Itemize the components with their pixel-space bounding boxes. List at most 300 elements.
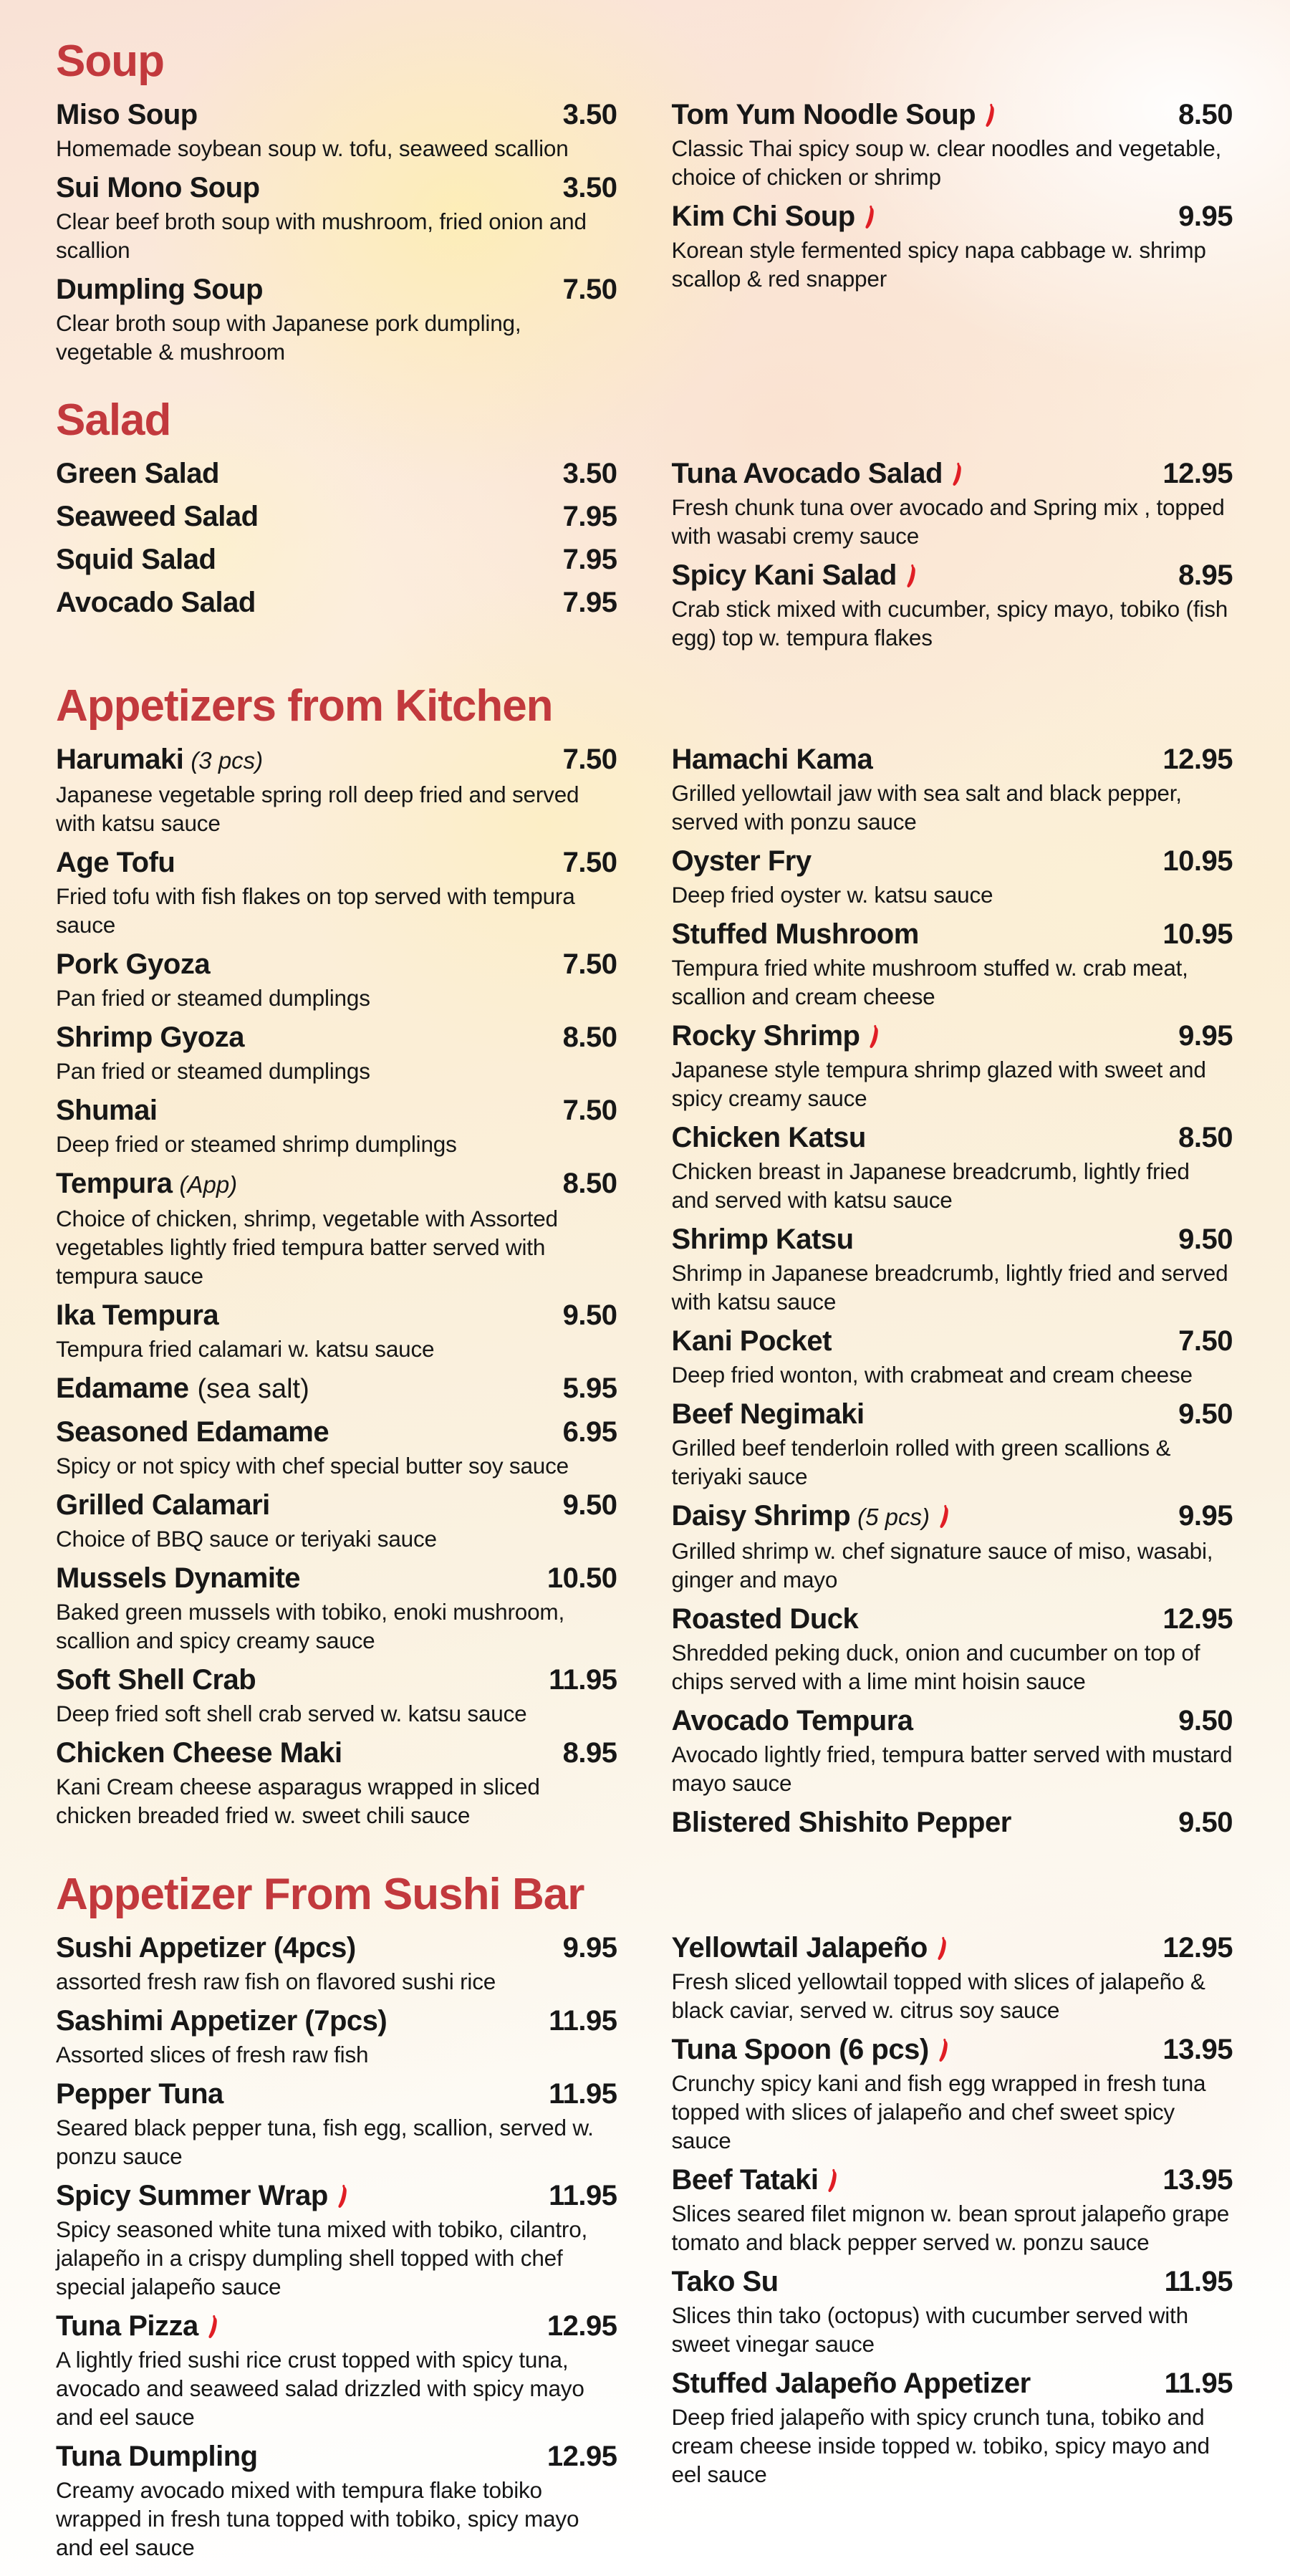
menu-item [56, 1166, 617, 1290]
menu-item-price: 7.50 [562, 744, 617, 775]
menu-item-name: Chicken Katsu [671, 1122, 866, 1153]
menu-item-name: Tuna Spoon (6 pcs) [671, 2034, 929, 2065]
chili-pepper-icon [938, 2037, 951, 2063]
menu-item-row [56, 1487, 617, 1523]
menu-item-name: Sushi Appetizer (4pcs) [56, 1932, 356, 1964]
menu-item-title [672, 557, 919, 593]
menu-item-name: Pork Gyoza [56, 948, 211, 980]
menu-item-description: Spicy seasoned white tuna mixed with tobiko, cilantro, jalapeño in a crispy dumpling shell topped with chef special jalapeño sauce [56, 2216, 588, 2299]
menu-item-name: Hamachi Kama [671, 744, 873, 775]
menu-item-name: Stuffed Mushroom [671, 918, 919, 950]
menu-item-row [672, 2032, 1233, 2067]
menu-item-name: Blistered Shishito Pepper [671, 1807, 1011, 1838]
menu-item-price: 8.50 [562, 1168, 617, 1199]
menu-item-description: Fresh chunk tuna over avocado and Spring mix , topped with wasabi cremy sauce [671, 494, 1225, 549]
section-columns [56, 1930, 1233, 2569]
menu-item [672, 843, 1233, 909]
menu-section [56, 1869, 1233, 2569]
menu-item [56, 456, 617, 491]
menu-item-name: Age Tofu [56, 847, 175, 878]
menu-item-name: Shrimp Katsu [671, 1224, 854, 1255]
menu-item-price: 11.95 [549, 1664, 617, 1696]
menu-item-row [56, 1414, 617, 1450]
menu-item-description: Slices seared filet mignon w. bean sprout jalapeño grape tomato and black pepper served w. ponzu sauce [671, 2201, 1230, 2255]
menu-item-title [56, 2308, 221, 2344]
menu-item-title [56, 499, 259, 534]
menu-item-title [672, 97, 998, 133]
menu-item-price: 12.95 [1163, 744, 1233, 775]
menu-item-price: 9.50 [562, 1489, 617, 1521]
menu-item-row [56, 542, 617, 577]
menu-item-price: 8.50 [562, 1022, 617, 1053]
menu-item [672, 97, 1233, 191]
menu-item-price: 9.95 [1178, 1500, 1233, 1532]
menu-item-description: A lightly fried sushi rice crust topped with spicy tuna, avocado and seaweed salad drizzled with spicy mayo and eel sauce [56, 2347, 584, 2430]
menu-item-name: Green Salad [56, 458, 219, 489]
menu-item-name: Roasted Duck [671, 1603, 859, 1635]
section-column-left [56, 97, 617, 373]
chili-pepper-icon [984, 102, 998, 128]
menu-item-price: 8.50 [1178, 99, 1233, 130]
menu-item-name: Spicy Summer Wrap [56, 2180, 328, 2211]
menu-item-row [672, 1498, 1233, 1535]
menu-item-row [56, 1662, 617, 1698]
menu-item-name: Mussels Dynamite [56, 1562, 301, 1594]
menu-item-name: Avocado Tempura [671, 1705, 913, 1736]
menu-item-price: 11.95 [549, 2005, 617, 2037]
menu-item-description: assorted fresh raw fish on flavored sushi rice [56, 1969, 496, 1994]
menu-item-name: Kim Chi Soup [671, 201, 855, 232]
menu-item-name: Kani Pocket [671, 1325, 832, 1357]
chili-pepper-icon [207, 2314, 221, 2340]
menu-item [672, 1804, 1233, 1840]
menu-item-title [56, 2438, 258, 2474]
menu-item-name: Harumaki [56, 744, 184, 775]
section-column-left [56, 1930, 617, 2569]
menu-item [672, 1323, 1233, 1389]
menu-root [56, 36, 1233, 2569]
menu-item-description: Pan fried or steamed dumplings [56, 1058, 370, 1084]
menu-item [56, 2003, 617, 2069]
menu-item-name: Beef Negimaki [671, 1398, 865, 1430]
menu-item-row [672, 97, 1233, 133]
menu-item-name: Edamame [56, 1373, 189, 1404]
menu-item [672, 1930, 1233, 2024]
menu-item-price: 11.95 [1164, 2266, 1233, 2297]
section-column-left [56, 456, 617, 659]
menu-item [56, 1092, 617, 1158]
menu-item-title [672, 198, 877, 234]
menu-section [56, 681, 1233, 1847]
menu-item-row [56, 1370, 617, 1407]
menu-item-description: Classic Thai spicy soup w. clear noodles and vegetable, choice of chicken or shrimp [671, 135, 1222, 190]
menu-item-price: 9.50 [1178, 1807, 1233, 1838]
menu-item-row [56, 2003, 617, 2039]
menu-item-price: 7.50 [562, 1095, 617, 1126]
menu-item-price: 12.95 [1163, 1603, 1233, 1635]
menu-item-title [672, 2264, 779, 2299]
menu-item-row [672, 1396, 1233, 1432]
menu-item-title [56, 1662, 256, 1698]
chili-pepper-icon [905, 563, 919, 589]
menu-item-price: 5.95 [562, 1373, 617, 1404]
menu-item [56, 845, 617, 939]
menu-item [672, 557, 1233, 652]
menu-item-description: Japanese vegetable spring roll deep fried and served with katsu sauce [56, 782, 579, 836]
menu-item-price: 12.95 [1163, 458, 1233, 489]
menu-item-suffix: (sea salt) [197, 1374, 309, 1404]
menu-item-row [56, 585, 617, 620]
menu-item [56, 1735, 617, 1830]
menu-item-row [672, 2264, 1233, 2299]
menu-item-row [672, 843, 1233, 879]
menu-item-title [56, 271, 263, 307]
menu-item-title [672, 1018, 882, 1054]
menu-item-title [672, 1323, 832, 1359]
menu-item-price: 8.95 [1178, 559, 1233, 591]
menu-item-row [56, 1166, 617, 1203]
menu-item-description: Deep fried soft shell crab served w. katsu sauce [56, 1701, 527, 1726]
menu-item-price: 10.95 [1163, 845, 1233, 877]
menu-item-title [672, 2032, 951, 2067]
menu-item-price: 7.50 [1178, 1325, 1233, 1357]
section-column-right [672, 456, 1233, 659]
menu-item-row [672, 1120, 1233, 1155]
menu-item-price: 6.95 [562, 1416, 617, 1448]
menu-item-price: 8.50 [1178, 1122, 1233, 1153]
menu-item-description: Clear broth soup with Japanese pork dumpling, vegetable & mushroom [56, 310, 521, 365]
menu-item [56, 170, 617, 264]
menu-item-name: Miso Soup [56, 99, 198, 130]
menu-item-row [672, 1018, 1233, 1054]
menu-item-name: Tempura [56, 1168, 173, 1199]
menu-item-name: Beef Tataki [671, 2164, 819, 2196]
menu-item-price: 7.50 [562, 948, 617, 980]
menu-item-price: 13.95 [1163, 2164, 1233, 2196]
menu-item [56, 1930, 617, 1996]
menu-item-title [56, 542, 216, 577]
menu-item [56, 1370, 617, 1407]
menu-item [672, 2365, 1233, 2489]
menu-item-name: Sui Mono Soup [56, 172, 260, 203]
menu-item-price: 9.50 [1178, 1705, 1233, 1736]
menu-item [672, 916, 1233, 1011]
menu-item-name: Shumai [56, 1095, 158, 1126]
menu-item-row [672, 557, 1233, 593]
menu-item-description: Avocado lightly fried, tempura batter served with mustard mayo sauce [671, 1741, 1233, 1796]
section-columns [56, 97, 1233, 373]
menu-item-title [56, 1414, 329, 1450]
menu-item [56, 2438, 617, 2562]
menu-item-title [56, 170, 260, 206]
menu-item-description: Tempura fried white mushroom stuffed w. crab meat, scallion and cream cheese [671, 955, 1188, 1009]
menu-item-description: Deep fried or steamed shrimp dumplings [56, 1131, 457, 1157]
menu-item [56, 499, 617, 534]
menu-item-name: Stuffed Jalapeño Appetizer [671, 2368, 1031, 2399]
menu-item-name: Tuna Pizza [56, 2310, 198, 2342]
menu-item-row [56, 97, 617, 133]
menu-item-name: Grilled Calamari [56, 1489, 270, 1521]
menu-section [56, 395, 1233, 659]
menu-item-title [672, 2365, 1031, 2401]
menu-item [672, 1396, 1233, 1491]
menu-item-title [672, 916, 919, 952]
menu-item-name: Seasoned Edamame [56, 1416, 329, 1448]
chili-pepper-icon [827, 2168, 840, 2193]
menu-item-row [56, 946, 617, 982]
menu-item-row [56, 271, 617, 307]
chili-pepper-icon [868, 1024, 882, 1049]
menu-item-price: 9.95 [562, 1932, 617, 1964]
menu-item-description: Pan fried or steamed dumplings [56, 985, 370, 1011]
menu-item-price: 7.95 [562, 587, 617, 618]
menu-item-description: Slices thin tako (octopus) with cucumber served with sweet vinegar sauce [671, 2302, 1188, 2357]
menu-item-price: 12.95 [547, 2310, 617, 2342]
menu-item-name: Spicy Kani Salad [671, 559, 897, 591]
menu-item-name: Squid Salad [56, 544, 216, 575]
menu-item [56, 1487, 617, 1553]
menu-item-name: Tom Yum Noodle Soup [671, 99, 976, 130]
chili-pepper-icon [936, 1936, 950, 1961]
menu-item [672, 1018, 1233, 1112]
menu-item-price: 13.95 [1163, 2034, 1233, 2065]
menu-item-description: Grilled beef tenderloin rolled with green scallions & teriyaki sauce [671, 1435, 1171, 1489]
menu-item [672, 1703, 1233, 1797]
menu-item-price: 7.50 [562, 274, 617, 305]
menu-item-name: Shrimp Gyoza [56, 1022, 244, 1053]
menu-item [56, 1662, 617, 1728]
menu-item-description: Fried tofu with fish flakes on top served with tempura sauce [56, 883, 575, 938]
menu-item [56, 1560, 617, 1655]
menu-item [56, 2178, 617, 2301]
menu-item [672, 2162, 1233, 2257]
menu-item-description: Tempura fried calamari w. katsu sauce [56, 1336, 435, 1362]
section-heading: Soup [56, 37, 164, 86]
section-columns [56, 741, 1233, 1847]
menu-item-name: Rocky Shrimp [671, 1020, 860, 1052]
menu-item-row [56, 1930, 617, 1966]
menu-item-row [56, 499, 617, 534]
menu-item-row [56, 1735, 617, 1771]
menu-item-price: 12.95 [547, 2441, 617, 2472]
menu-item-description: Korean style fermented spicy napa cabbage w. shrimp scallop & red snapper [671, 237, 1206, 292]
menu-item-price: 7.95 [562, 544, 617, 575]
menu-item-row [672, 2365, 1233, 2401]
menu-item [672, 1601, 1233, 1696]
menu-item-name: Tako Su [671, 2266, 779, 2297]
menu-item-description: Deep fried oyster w. katsu sauce [671, 882, 993, 908]
menu-item-price: 3.50 [562, 458, 617, 489]
menu-item-name: Dumpling Soup [56, 274, 264, 305]
menu-item-description: Choice of chicken, shrimp, vegetable with Assorted vegetables lightly fried tempura batter served with tempura sauce [56, 1206, 558, 1289]
menu-item-name: Avocado Salad [56, 587, 256, 618]
menu-item-row [672, 456, 1233, 491]
menu-item-row [56, 170, 617, 206]
menu-item-title [672, 1703, 913, 1739]
menu-item-name: Ika Tempura [56, 1299, 219, 1331]
menu-item-title [672, 1120, 866, 1155]
menu-item-name: Tuna Dumpling [56, 2441, 258, 2472]
chili-pepper-icon [337, 2183, 350, 2209]
menu-item-row [672, 741, 1233, 777]
menu-item [56, 946, 617, 1012]
menu-item-price: 11.95 [549, 2078, 617, 2110]
menu-item-row [672, 1221, 1233, 1257]
menu-item-title [672, 1221, 854, 1257]
menu-item-price: 7.50 [562, 847, 617, 878]
menu-item-price: 9.50 [562, 1299, 617, 1331]
menu-item-price: 9.50 [1178, 1398, 1233, 1430]
menu-item [56, 97, 617, 163]
menu-item-title [56, 2076, 223, 2112]
menu-item-price: 9.95 [1178, 201, 1233, 232]
menu-item [56, 741, 617, 837]
chili-pepper-icon [864, 204, 877, 230]
menu-item-description: Choice of BBQ sauce or teriyaki sauce [56, 1526, 437, 1552]
menu-item-title [56, 1019, 244, 1055]
menu-page [56, 36, 1233, 2569]
menu-item [56, 1019, 617, 1085]
menu-item-description: Deep fried wonton, with crabmeat and cream cheese [671, 1362, 1193, 1388]
menu-item-title [672, 2162, 841, 2198]
section-heading: Salad [56, 395, 171, 445]
menu-item-row [672, 1601, 1233, 1637]
section-heading: Appetizer From Sushi Bar [56, 1870, 584, 1919]
menu-item-title [672, 1498, 953, 1535]
menu-item-title [56, 456, 219, 491]
menu-item-price: 7.95 [562, 501, 617, 532]
menu-item-title [56, 1560, 300, 1596]
menu-item-price: 12.95 [1163, 1932, 1233, 1964]
menu-item-title [56, 1092, 157, 1128]
menu-item [672, 2264, 1233, 2358]
menu-item [56, 271, 617, 366]
menu-item-row [672, 198, 1233, 234]
menu-item-description: Baked green mussels with tobiko, enoki mushroom, scallion and spicy creamy sauce [56, 1599, 564, 1653]
menu-item-description: Grilled shrimp w. chef signature sauce of miso, wasabi, ginger and mayo [671, 1538, 1213, 1592]
menu-section [56, 36, 1233, 373]
menu-item-row [56, 1297, 617, 1333]
menu-item-description: Fresh sliced yellowtail topped with slices of jalapeño & black caviar, served w. citrus soy sauce [671, 1969, 1205, 2023]
menu-item [56, 2308, 617, 2431]
menu-item-title [56, 741, 263, 779]
menu-item-description: Spicy or not spicy with chef special butter soy sauce [56, 1453, 569, 1479]
menu-item-title [56, 1297, 218, 1333]
menu-item-row [56, 741, 617, 779]
menu-item-name: Pepper Tuna [56, 2078, 223, 2110]
menu-item-name: Seaweed Salad [56, 501, 259, 532]
menu-item-price: 11.95 [1164, 2368, 1233, 2399]
menu-item-title [672, 1804, 1011, 1840]
menu-item-row [56, 1019, 617, 1055]
menu-item [56, 1297, 617, 1363]
menu-item-price: 9.95 [1178, 1020, 1233, 1052]
menu-item-title [56, 1370, 309, 1407]
menu-item-title [672, 1930, 950, 1966]
menu-item-price: 11.95 [549, 2180, 617, 2211]
menu-item [672, 456, 1233, 550]
menu-item-title [672, 843, 812, 879]
section-column-right [672, 741, 1233, 1847]
menu-item-price: 8.95 [562, 1737, 617, 1769]
menu-item-title [56, 97, 198, 133]
menu-item-description: Grilled yellowtail jaw with sea salt and black pepper, served with ponzu sauce [671, 780, 1182, 835]
menu-item-description: Deep fried jalapeño with spicy crunch tuna, tobiko and cream cheese inside topped w. tobiko, spicy mayo and eel sauce [671, 2404, 1210, 2487]
menu-item-name: Oyster Fry [671, 845, 812, 877]
menu-item [672, 1498, 1233, 1594]
menu-item [56, 1414, 617, 1480]
menu-item-title [672, 456, 965, 491]
menu-item-row [56, 2178, 617, 2214]
menu-item [672, 741, 1233, 836]
menu-item-description: Shrimp in Japanese breadcrumb, lightly fried and served with katsu sauce [671, 1260, 1228, 1315]
menu-item-description: Seared black pepper tuna, fish egg, scallion, served w. ponzu sauce [56, 2115, 594, 2169]
menu-item-description: Assorted slices of fresh raw fish [56, 2042, 369, 2067]
menu-item-price: 10.50 [547, 1562, 617, 1594]
menu-item-title [672, 1601, 859, 1637]
menu-item-description: Crunchy spicy kani and fish egg wrapped in fresh tuna topped with slices of jalapeño and chef sweet spicy sauce [671, 2070, 1206, 2153]
menu-item-title [56, 2178, 350, 2214]
menu-item-name: Chicken Cheese Maki [56, 1737, 342, 1769]
menu-item-row [672, 2162, 1233, 2198]
menu-item-title [56, 845, 175, 880]
menu-item-title [56, 1487, 270, 1523]
menu-item-row [56, 1560, 617, 1596]
menu-item-description: Homemade soybean soup w. tofu, seaweed scallion [56, 135, 569, 161]
menu-item [672, 1221, 1233, 1316]
menu-item-price: 9.50 [1178, 1224, 1233, 1255]
menu-item-title [56, 1166, 237, 1203]
menu-item-title [56, 2003, 387, 2039]
menu-item-row [56, 2076, 617, 2112]
menu-item-row [672, 1323, 1233, 1359]
menu-item [56, 542, 617, 577]
menu-item-title [672, 1396, 865, 1432]
menu-item-row [56, 2308, 617, 2344]
menu-item-description: Kani Cream cheese asparagus wrapped in sliced chicken breaded fried w. sweet chili sauce [56, 1774, 540, 1828]
menu-item-title [56, 1735, 342, 1771]
section-column-left [56, 741, 617, 1847]
menu-item [672, 2032, 1233, 2155]
menu-item-suffix: (5 pcs) [857, 1504, 930, 1530]
menu-item [56, 2076, 617, 2171]
menu-item-row [56, 1092, 617, 1128]
menu-item-price: 3.50 [562, 99, 617, 130]
section-column-right [672, 97, 1233, 373]
section-heading: Appetizers from Kitchen [56, 681, 553, 731]
menu-item-name: Yellowtail Jalapeño [671, 1932, 928, 1964]
chili-pepper-icon [951, 461, 965, 487]
menu-item-description: Crab stick mixed with cucumber, spicy mayo, tobiko (fish egg) top w. tempura flakes [671, 596, 1228, 650]
section-column-right [672, 1930, 1233, 2569]
menu-item-title [56, 585, 256, 620]
menu-item-row [672, 1930, 1233, 1966]
menu-item-name: Soft Shell Crab [56, 1664, 256, 1696]
menu-item-row [56, 845, 617, 880]
menu-item-row [672, 916, 1233, 952]
menu-item-price: 10.95 [1163, 918, 1233, 950]
menu-item-name: Daisy Shrimp [671, 1500, 851, 1532]
menu-item-description: Clear beef broth soup with mushroom, fried onion and scallion [56, 208, 587, 263]
menu-item [672, 1120, 1233, 1214]
menu-item-suffix: (3 pcs) [191, 747, 264, 774]
menu-item-name: Sashimi Appetizer (7pcs) [56, 2005, 388, 2037]
menu-item-description: Chicken breast in Japanese breadcrumb, lightly fried and served with katsu sauce [671, 1158, 1190, 1213]
menu-item-price: 3.50 [562, 172, 617, 203]
menu-item-row [672, 1703, 1233, 1739]
menu-item-row [56, 456, 617, 491]
chili-pepper-icon [938, 1504, 952, 1529]
